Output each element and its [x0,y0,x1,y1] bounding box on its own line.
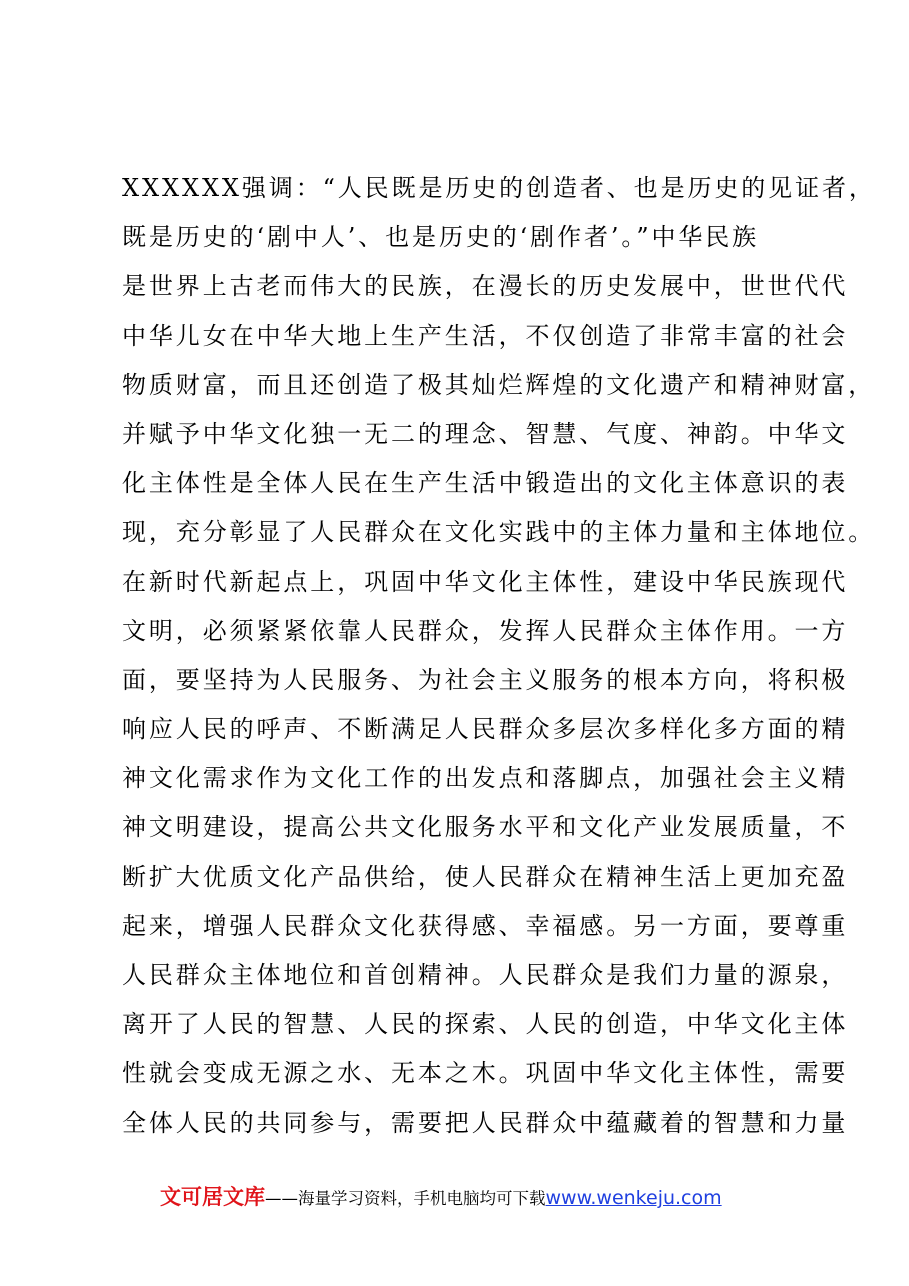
text-line: 断扩大优质文化产品供给，使人民群众在精神生活上更加充盈 [122,862,849,891]
text-line: 现，充分彰显了人民群众在文化实践中的主体力量和主体地位。 [122,518,876,547]
text-line: 在新时代新起点上，巩固中华文化主体性，建设中华民族现代 [122,567,849,596]
text-line: 人民群众主体地位和首创精神。人民群众是我们力量的源泉， [122,961,849,989]
text-line: 并赋予中华文化独一无二的理念、智慧、气度、神韵。中华文 [122,419,849,448]
text-line: XXXXXX强调：“人民既是历史的创造者、也是历史的见证者， [122,174,876,202]
footer-link[interactable]: www.wenkeju.com [545,1187,722,1209]
text-line: 全体人民的共同参与，需要把人民群众中蕴藏着的智慧和力量 [122,1108,849,1137]
text-line: 文明，必须紧紧依靠人民群众，发挥人民群众主体作用。一方 [122,616,849,645]
footer-tagline: ——海量学习资料，手机电脑均可下载 [265,1189,546,1208]
footer-brand: 文可居文库 [160,1185,265,1209]
text-line: 是世界上古老而伟大的民族，在漫长的历史发展中，世世代代 [122,272,849,301]
text-line: 起来，增强人民群众文化获得感、幸福感。另一方面，要尊重 [122,911,849,940]
text-line: 离开了人民的智慧、人民的探索、人民的创造，中华文化主体 [122,1010,849,1039]
text-line: 中华儿女在中华大地上生产生活，不仅创造了非常丰富的社会 [122,321,849,350]
text-line: 物质财富，而且还创造了极其灿烂辉煌的文化遗产和精神财富， [122,370,876,399]
text-line: 既是历史的‘剧中人’、也是历史的‘剧作者’。”中华民族 [122,223,760,252]
text-line: 面，要坚持为人民服务、为社会主义服务的根本方向，将积极 [122,665,849,694]
text-line: 响应人民的呼声、不断满足人民群众多层次多样化多方面的精 [122,715,849,744]
text-line: 性就会变成无源之水、无本之木。巩固中华文化主体性，需要 [122,1059,849,1088]
text-line: 神文明建设，提高公共文化服务水平和文化产业发展质量，不 [122,813,849,842]
text-line: 化主体性是全体人民在生产生活中锻造出的文化主体意识的表 [122,469,849,498]
footer-banner [160,1180,780,1214]
text-line: 神文化需求作为文化工作的出发点和落脚点，加强社会主义精 [122,764,849,793]
body-paragraph [122,164,876,1148]
